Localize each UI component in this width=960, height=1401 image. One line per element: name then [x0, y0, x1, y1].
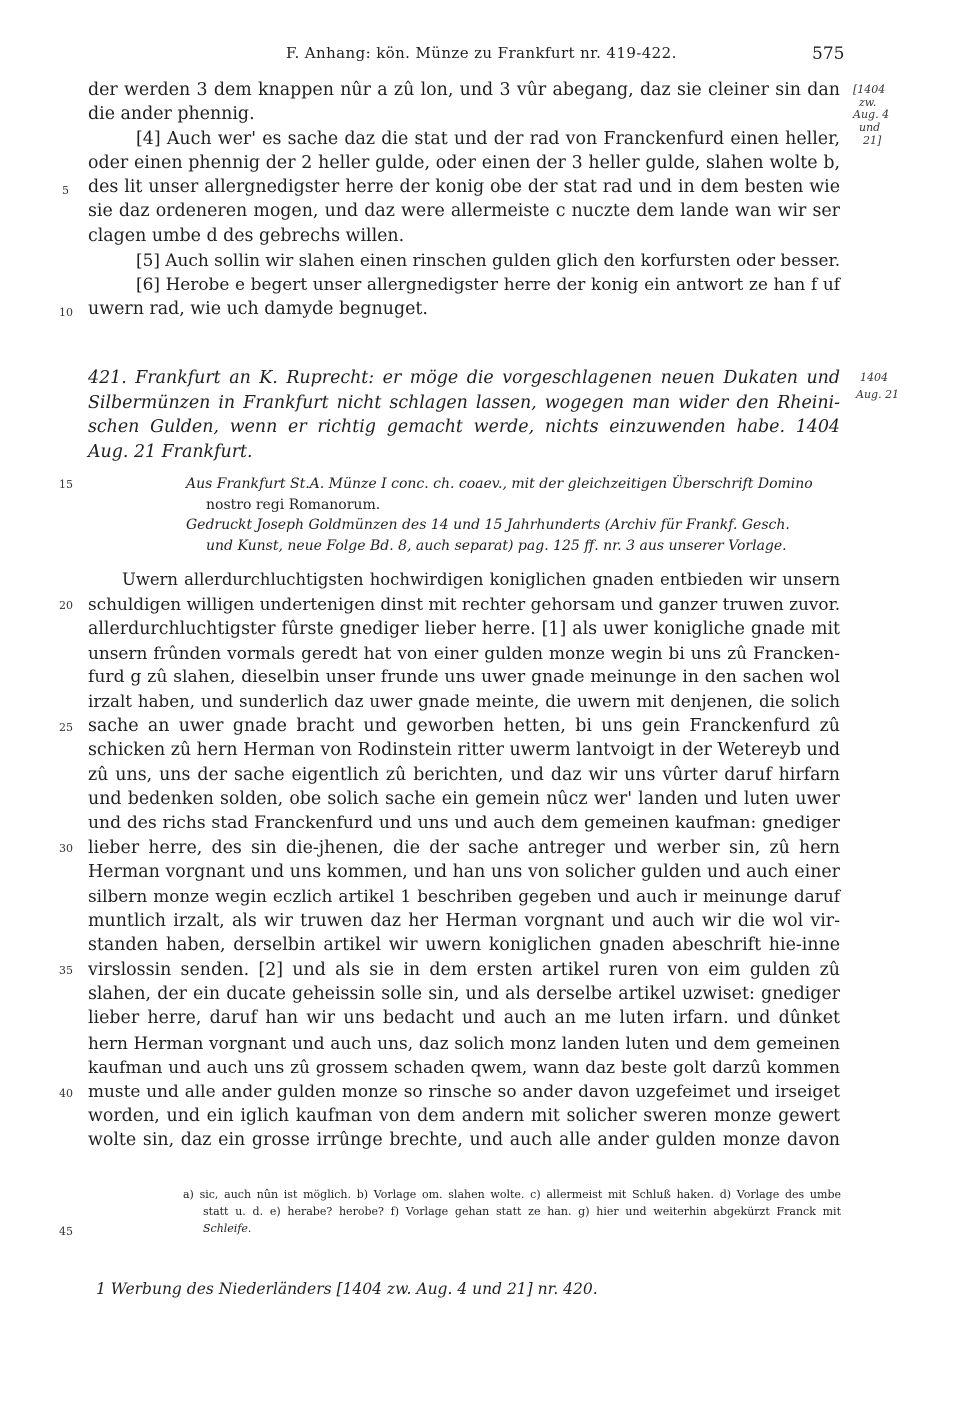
text-line: [6] Herobe e begert unser allergnedigster herre der konig ein antwort ze han f uf [136, 274, 840, 295]
margin-note-line: 21] [863, 133, 882, 147]
heading-line: 421. Frankfurt an K. Ruprecht: er möge die vorgeschlagenen neuen Dukaten und [88, 368, 840, 388]
text-line: hern Herman vorgnant und auch uns, daz solich monz landen luten und dem gemeinen [88, 1032, 840, 1053]
line-number-30: 30 [59, 842, 73, 855]
text-line: [5] Auch sollin wir slahen einen rinschen gulden glich den korfursten oder besser. [136, 250, 841, 271]
source-line: Gedruckt Joseph Goldmünzen des 14 und 15 Jahrhunderts (Archiv für Frankf. Gesch. [186, 517, 790, 533]
margin-note-line: [1404 [853, 83, 886, 96]
text-line: Uwern allerdurchluchtigsten hochwirdigen koniglichen gnaden entbieden wir unsern [122, 570, 840, 589]
margin-note-line: Aug. 21 [856, 387, 900, 401]
source-line: nostro regi Romanorum. [206, 496, 381, 513]
text-line: und bedenken solden, obe solich sache ein gemein nûcz wer' landen und luten uwer [88, 789, 840, 810]
margin-note-date-421 [856, 372, 899, 401]
text-line: sache an uwer gnade bracht und geworben hetten, bi uns gein Franckenfurd zû [88, 716, 840, 737]
apparatus-line: Schleife. [203, 1222, 252, 1235]
line-number-45: 45 [59, 1225, 73, 1238]
text-line: muste und alle ander gulden monze so rinsche so ander davon uzgefeimet und irseiget [88, 1081, 840, 1102]
historical-footnote: 1 Werbung des Niederländers [1404 zw. Aug. 4 und 21] nr. 420. [96, 1280, 598, 1298]
apparatus-line: statt u. d. e) herabe? herobe? f) Vorlage gehan statt ze han. g) hier und weiterhin abgekürzt Franck mit [203, 1205, 841, 1218]
page-number: 575 [812, 44, 845, 64]
line-number-5: 5 [62, 184, 69, 197]
doc421-heading [88, 366, 840, 464]
margin-note-line: Aug. 4 [853, 108, 890, 122]
doc421-body [88, 568, 840, 1152]
text-line: zû uns, uns der sache eigentlich zû berichten, und daz wir uns vûrter daruf hirfarn [88, 764, 840, 785]
text-line: oder einen phennig der 2 heller gulde, oder einen der 3 heller gulde, slahen wolte b, [88, 152, 840, 173]
text-line: virslossin senden. [2] und als sie in dem ersten artikel ruren von eim gulden zû [88, 959, 840, 980]
text-line: kaufman und auch uns zû grossem schaden qwem, wann daz beste golt darzû kommen [88, 1056, 840, 1077]
text-line: furd g zû slahen, dieselbin unser frunde uns uwer gnade meinunge in den sachen wol [88, 667, 840, 688]
line-number-25: 25 [59, 721, 73, 734]
line-number-20: 20 [59, 599, 73, 612]
text-line: lieber herre, des sin die-jhenen, die der sache antreger und werber sin, zû hern [88, 837, 840, 858]
text-line: muntlich irzalt, als wir truwen daz her Herman vorgnant und auch wir die wol vir- [88, 910, 840, 931]
running-title: F. Anhang: kön. Münze zu Frankfurt nr. 419-422. [286, 44, 677, 62]
heading-line: schen Gulden, wenn er richtig gemacht werde, nichts einzuwenden habe. 1404 [88, 417, 840, 437]
doc421-source [186, 474, 842, 556]
margin-note-date-top [853, 84, 889, 147]
text-line: lieber herre, daruf han wir uns bedacht und auch an me luten irfarn. und dûnket [88, 1008, 840, 1029]
apparatus-line: a) sic, auch nûn ist möglich. b) Vorlage om. slahen wolte. c) allermeist mit Schluß haken. d) Vorlage des umbe [183, 1188, 841, 1201]
text-line: wolte sin, daz ein grosse irrûnge brechte, und auch alle ander gulden monze davon [88, 1129, 840, 1150]
text-line: silbern monze wegin eczlich artikel 1 beschriben gegeben und auch ir meinunge daruf [88, 886, 840, 907]
text-line: slahen, der ein ducate geheissin solle sin, und als derselbe artikel uzwiset: gnediger [88, 983, 840, 1004]
critical-apparatus [183, 1186, 841, 1237]
text-line: der werden 3 dem knappen nûr a zû lon, und 3 vûr abegang, daz sie cleiner sin dan [88, 80, 840, 100]
text-line: sie daz ordeneren mogen, und daz were allermeiste c nuczte dem lande wan wir ser [88, 201, 840, 222]
source-line: und Kunst, neue Folge Bd. 8, auch separat) pag. 125 ff. nr. 3 aus unserer Vorlage. [206, 537, 787, 554]
text-line: allerdurchluchtigster fûrste gnediger lieber herre. [1] als uwer konigliche gnade mit [88, 618, 840, 639]
margin-note-line: zw. [859, 95, 877, 109]
text-line: clagen umbe d des gebrechs willen. [88, 225, 405, 246]
text-line: Herman vorgnant und uns kommen, und han uns von solicher gulden und auch einer [88, 862, 840, 883]
margin-note-line: und [859, 120, 881, 134]
margin-note-line: 1404 [860, 371, 888, 384]
text-line: schicken zû hern Herman von Rodinstein ritter uwerm lantvoigt in der Wetereyb und [88, 740, 841, 761]
text-line: des lit unser allergnedigster herre der konig obe der stat rad und in dem besten wie [88, 177, 840, 198]
line-number-40: 40 [59, 1087, 73, 1100]
text-line: standen haben, derselbin artikel wir uwern koniglichen gnaden abeschrift hie-inne [88, 935, 840, 956]
doc420-continuation [88, 78, 840, 321]
line-number-10: 10 [59, 306, 73, 319]
text-line: worden, und ein iglich kaufman von dem andern mit solicher sweren monze gewert [88, 1105, 840, 1126]
text-line: irzalt haben, und sunderlich daz uwer gnade meinte, die uwern mit denjenen, die solich [88, 691, 840, 711]
text-line: die ander phennig. [88, 104, 255, 125]
text-line: unsern frûnden vormals geredt hat von einer gulden monze wegin bi uns zû Francken- [88, 643, 840, 664]
heading-line: Silbermünzen in Frankfurt nicht schlagen lassen, wogegen man wider den Rheini- [88, 392, 840, 413]
text-line: [4] Auch wer' es sache daz die stat und der rad von Franckenfurd einen heller, [136, 128, 840, 149]
line-number-15: 15 [59, 478, 73, 491]
source-line: Aus Frankfurt St.A. Münze I conc. ch. coaev., mit der gleichzeitigen Überschrift Domino [186, 476, 813, 492]
line-number-35: 35 [59, 964, 73, 977]
heading-line: Aug. 21 Frankfurt. [88, 441, 253, 462]
text-line: und des richs stad Franckenfurd und uns und auch dem gemeinen kaufman: gnediger [88, 813, 840, 834]
text-line: uwern rad, wie uch damyde begnuget. [88, 298, 428, 319]
text-line: schuldigen willigen undertenigen dinst mit rechter gehorsam und ganzer truwen zuvor. [88, 594, 841, 615]
